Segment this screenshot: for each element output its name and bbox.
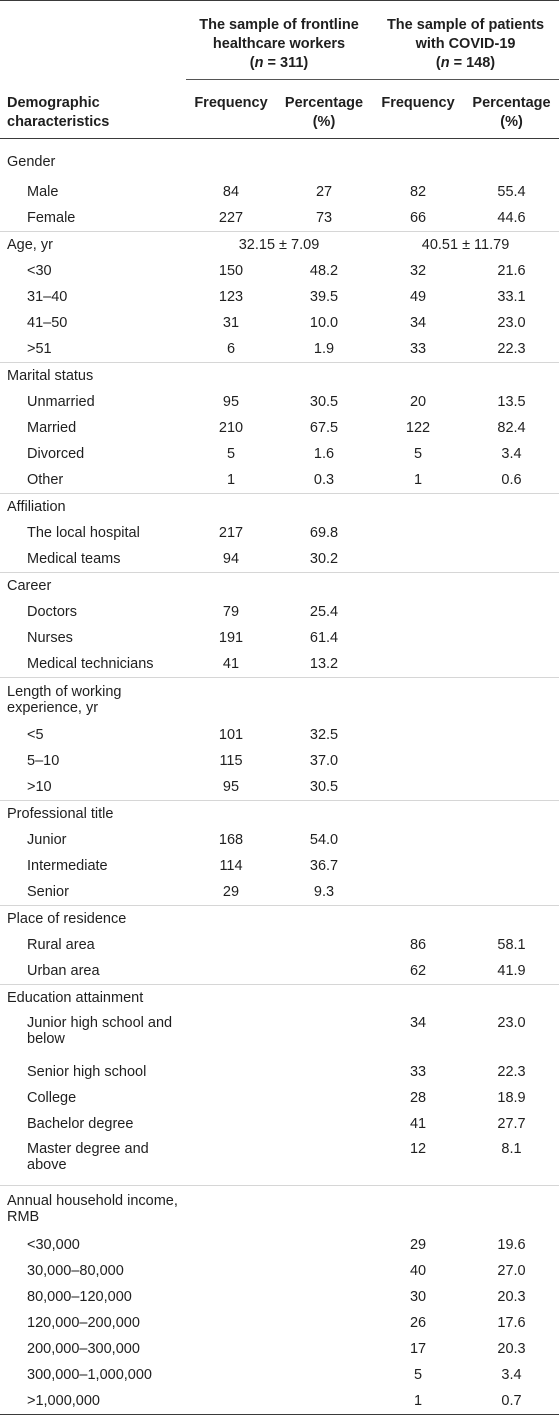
column-header-percentage: Percentage (%)	[472, 95, 551, 130]
table-row: <5 101 32.5	[27, 727, 339, 743]
table-row: >10 95 30.5	[27, 779, 339, 795]
table-row: Other 1 0.3 1 0.6	[27, 472, 522, 488]
category-label: Marital status	[0, 363, 559, 390]
category-row	[0, 363, 559, 390]
category-label: Affiliation	[0, 494, 559, 521]
table-row: Nurses 191 61.4	[27, 630, 339, 646]
category-label: Career	[0, 573, 559, 600]
table-row: 80,000–120,000 30 20.3	[27, 1289, 526, 1305]
category-row	[0, 573, 559, 600]
column-header-frequency: Frequency	[381, 95, 455, 111]
table-row: Senior 29 9.3	[27, 884, 335, 900]
table-row: Junior 168 54.0	[27, 832, 339, 848]
category-row: Age, yr 32.15 ± 7.09 40.51 ± 11.79	[0, 232, 559, 259]
column-header-frequency: Frequency	[194, 95, 268, 111]
table-row: Doctors 79 25.4	[27, 604, 339, 620]
table-row: <30,000 29 19.6	[27, 1237, 526, 1253]
table-row: <30 150 48.2 32 21.6	[27, 263, 526, 279]
table-row: 41–50 31 10.0 34 23.0	[27, 315, 526, 331]
table-row: Bachelor degree 41 27.7	[27, 1116, 526, 1132]
table-row: Medical technicians 41 13.2	[27, 656, 339, 672]
category-row	[0, 139, 559, 180]
category-label: Professional title	[0, 801, 559, 828]
table-row: Female 227 73 66 44.6	[27, 210, 526, 226]
group-n-patients: (n = 148)	[435, 55, 496, 71]
table-row: 200,000–300,000 17 20.3	[27, 1341, 526, 1357]
table-row: 5–10 115 37.0	[27, 753, 339, 769]
table-row: 300,000–1,000,000 5 3.4	[27, 1367, 522, 1383]
table-row: Unmarried 95 30.5 20 13.5	[27, 394, 526, 410]
category-row	[0, 801, 559, 828]
table-row: >51 6 1.9 33 22.3	[27, 341, 526, 357]
category-row	[0, 906, 559, 933]
table-row: >1,000,000 1 0.7	[0, 1388, 559, 1415]
table-row: 120,000–200,000 26 17.6	[27, 1315, 526, 1331]
table-row: Married 210 67.5 122 82.4	[27, 420, 526, 436]
column-header-demographic: Demographic characteristics	[7, 94, 110, 130]
group-header-patients: The sample of patients with COVID-19 (n = 148)	[372, 1, 559, 80]
category-label: Length of working experience, yr	[0, 678, 559, 723]
column-header-percentage: Percentage (%)	[284, 95, 364, 130]
table-row: 30,000–80,000 40 27.0	[27, 1263, 526, 1279]
table-row: College 28 18.9	[27, 1090, 526, 1106]
group-header-row	[0, 1, 559, 80]
table-row: 31–40 123 39.5 49 33.1	[27, 289, 526, 305]
category-label: Gender	[7, 154, 56, 170]
table-row: Medical teams 94 30.2	[27, 551, 339, 567]
category-label: Annual household income, RMB	[0, 1186, 559, 1233]
table-row: Rural area 86 58.1	[27, 937, 526, 953]
table-row: Senior high school 33 22.3	[27, 1064, 526, 1080]
table-row: The local hospital 217 69.8	[27, 525, 339, 541]
table-row: Intermediate 114 36.7	[27, 858, 339, 874]
category-label: Education attainment	[0, 985, 559, 1012]
group-n-workers: (n = 311)	[249, 55, 309, 71]
table-row: Master degree and above 12 8.1	[27, 1141, 522, 1173]
group-header-workers: The sample of frontline healthcare workers (n = 311)	[186, 1, 372, 80]
category-row	[0, 678, 559, 723]
table-row: Urban area 62 41.9	[27, 963, 526, 979]
column-header-row	[0, 80, 559, 139]
category-label: Place of residence	[0, 906, 559, 933]
category-row	[0, 985, 559, 1012]
table-row: Divorced 5 1.6 5 3.4	[27, 446, 522, 462]
category-row	[0, 494, 559, 521]
table-row: Junior high school and below 34 23.0	[27, 1015, 526, 1047]
category-row	[0, 1186, 559, 1233]
table-row: Male 84 27 82 55.4	[27, 184, 526, 200]
